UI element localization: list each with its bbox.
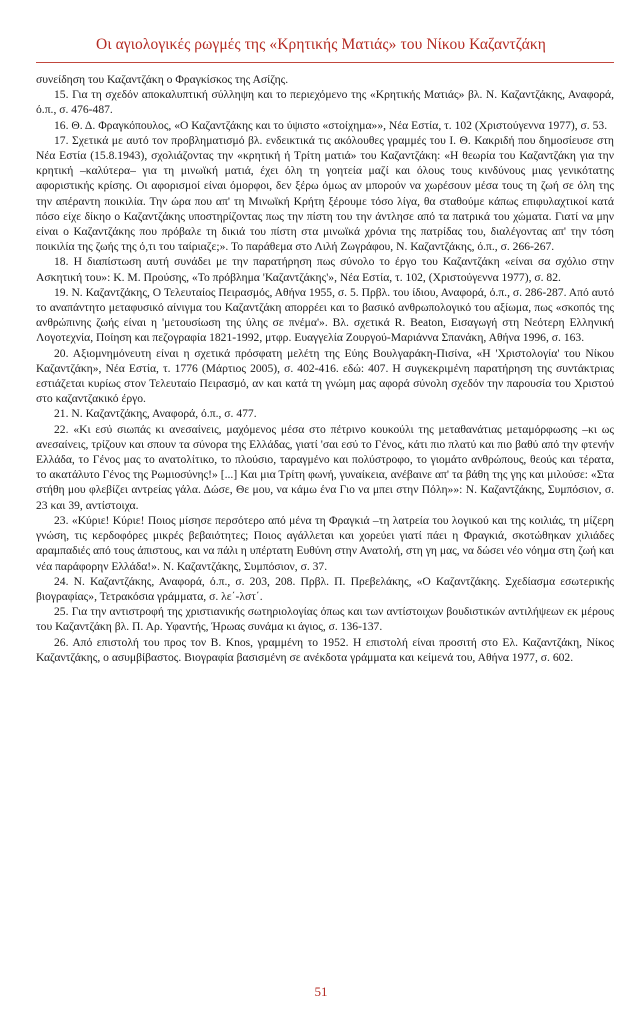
footnote-number: 15. — [54, 88, 69, 102]
footnote-text: Για τη σχεδόν αποκαλυπτική σύλληψη και το περιεχόμενο της «Κρητικής Ματιάς» βλ. Ν. Καζαντζάκης, Αναφορά, ό.π., σ. 476-487. — [36, 88, 614, 117]
footnote-22 — [36, 422, 614, 513]
footnote-text: Για την αντιστροφή της χριστιανικής σωτηριολογίας όπως και των αντίστοιχων βουδιστικών αντιλήψεων εκ μέρους του Καζαντζάκη βλ. Π. Αρ. Υφαντής, Ήρωας συνάμα κι άγιος, σ. 136-137. — [36, 605, 614, 634]
header-rule — [36, 62, 614, 63]
footnote-number: 16. — [54, 118, 69, 132]
footnote-23 — [36, 513, 614, 574]
footnotes — [36, 72, 614, 665]
footnote-17 — [36, 133, 614, 255]
footnote-number: 26. — [54, 635, 69, 649]
footnote-number: 23. — [54, 513, 69, 527]
footnote-text: «Κύριε! Κύριε! Ποιος μίσησε περσότερο από μένα τη Φραγκιά –τη λατρεία του λογικού και της κοιλιάς, τη μίζερη γνώση, τις κερδοφόρες μικρές βεβαιότητες; Ποιος αγάλλεται και χορεύει γιατί πάει η Φραγκιά, σκοτώθηκαν χιλιάδες αραμπαδιές από τους άπιστους, και να πάλι η υπέρτατη Ευθύνη στην Ανατολή, στη γη μας, να δώσει νέο νόημα στη ζωή και νέα παράφορην Ελλάδα!». Ν. Καζαντζάκης, Συμπόσιον, σ. 37. — [36, 513, 615, 573]
footnote-text: Από επιστολή του προς τον Β. Knos, γραμμένη το 1952. Η επιστολή είναι προσιτή στο Ελ. Καζαντζάκη, Νίκος Καζαντζάκης, ο ασυμβίβαστος. Βιογραφία βασισμένη σε ανέκδοτα γράμματα και κείμενά του, Αθήνα 1977, σ. 602. — [36, 635, 614, 664]
running-header: Οι αγιολογικές ρωγμές της «Κρητικής Ματιάς» του Νίκου Καζαντζάκη — [96, 36, 546, 53]
footnote-number: 24. — [54, 574, 69, 588]
footnote-15 — [36, 87, 614, 117]
footnote-text: Ν. Καζαντζάκης, Ο Τελευταίος Πειρασμός, Αθήνα 1955, σ. 5. Πρβλ. του ίδιου, Αναφορά, ό.π., σ. 286-287. Από αυτό το αναπάντητο μεταφυσικό αίνιγμα του Καζαντζάκη απορρέει και το βασικό ανθρωπολογικό του αξίωμα, πως «σκοπός της ανθρώπινης ζωής είναι η 'μετουσίωση της ύλης σε πνέμα'». Βλ. σχετικά R. Beaton, Εισαγωγή στη Νεότερη Ελληνική Λογοτεχνία, Ποίηση και πεζογραφία 1821-1992, μτφρ. Ευαγγελία Ζουργού-Μαριάννα Σπανάκη, Αθήνα 1996, σ. 163. — [36, 285, 615, 345]
footnote-20 — [36, 346, 614, 407]
footnote-number: 17. — [54, 133, 69, 147]
footnote-text: Ν. Καζαντζάκης, Αναφορά, ό.π., σ. 477. — [71, 407, 257, 421]
footnote-text: «Κι εσύ σιωπάς κι ανεσαίνεις, μαχόμενος μέσα στο πέτρινο κουκούλι της μεταθανάτιας μεταμόρφωσης –κι ως ανεσαίνεις, τρίζουν και σπουν τα σύνορα της Ελλάδας, γιατί 'σαι εσύ το Γένος, κάτι πιο πλατύ και πιο βαθύ από την φτενήν Ελλάδα, το Γένος μας το ανατολίτικο, το πλούσιο, ταραγμένο και πολύστροφο, το γιομάτο ανθρώπους, θεούς και τέρατα, το ακατάλυτο Γένος της Ρωμιοσύνης!» [...] Και μια Τρίτη φωνή, γυναίκεια, ανέβαινε απ' τα βάθη της γης και μιλούσε: «Στα στήθη μου φλεβίζει αντρείας γάλα. Δώσε, Θε μου, να κάμω ένα Γιο να μπει στην Πόλη»»: Ν. Καζαντζάκης, Συμπόσιον, σ. 23 και 39, αντίστοιχα. — [36, 422, 615, 512]
footnote-number: 22. — [54, 422, 69, 436]
footnote-text: Ν. Καζαντζάκης, Αναφορά, ό.π., σ. 203, 208. Πρβλ. Π. Πρεβελάκης, «Ο Καζαντζάκης. Σχεδίασμα εσωτερικής βιογραφίας», Τετρακόσια γράμματα, σ. λε΄-λστ΄. — [36, 574, 614, 603]
footnote-text: Η διαπίστωση αυτή συνάδει με την παρατήρηση πως σύνολο το έργο του Καζαντζάκη «είναι σα σχόλιο στην Ασκητική του»: Κ. Μ. Προύσης, «Το πρόβλημα 'Καζαντζάκης'», Νέα Εστία, τ. 102, (Χριστούγεννα 1977), σ. 82. — [36, 255, 614, 284]
footnote-continuation — [36, 72, 614, 87]
footnote-24 — [36, 574, 614, 604]
footnote-18 — [36, 254, 614, 284]
footnote-text: Σχετικά με αυτό τον προβληματισμό βλ. ενδεικτικά τις ακόλουθες γραμμές του Ι. Θ. Κακριδή που δημοσίευσε στη Νέα Εστία (15.8.1943), σχολιάζοντας την «κρητική ή Τρίτη ματιά» του Καζαντζάκη: «Η θεωρία του Καζαντζάκη για την κρητική –καλύτερα– για τη μινωϊκή ματιά, έχει όλη τη γοητεία μαζί και όλους τους κινδύνους μιας γενικότατης αφοριστικής κρίσης. Οι αφορισμοί είναι όμορφοι, δεν ξέρω όμως αν μπορούν να χωρέσουν μέσα τους τη ζωή σε όλη της την απέραντη ποικιλία. Την ώρα που απ' τη Μινωϊκή Κρήτη ξέρουμε τόσο λίγα, θα σταθούμε κάπως επιφυλαχτικοί κατά πόσο είχε δίκηο ο Καζαντζάκης υποστηρίζοντας πως την πίστη του την άντλησε από τα πατρικά του χώματα. Γιατί να μην είναι ο Καζαντζάκης που πρόβαλε τη δικιά του πίστη στα μινωϊκά χρόνια της πατρίδας του, διαλέγοντας απ' την τόση ποικιλία της ζωής της ό,τι του ταίριαζε;». Το παράθεμα στο Λιλή Ζωγράφου, Ν. Καζαντζάκης, ό.π., σ. 266-267. — [36, 133, 614, 254]
footnote-26 — [36, 635, 614, 665]
footnote-number: 20. — [54, 346, 69, 360]
footnote-number: 19. — [54, 285, 69, 299]
footnote-number: 25. — [54, 605, 69, 619]
footnote-21 — [36, 406, 614, 421]
footnote-19 — [36, 285, 614, 346]
page-number: 51 — [314, 984, 328, 999]
footnote-number: 21. — [54, 407, 69, 421]
footnote-text: Θ. Δ. Φραγκόπουλος, «Ο Καζαντζάκης και το ύψιστο «στοίχημα»», Νέα Εστία, τ. 102 (Χριστούγεννα 1977), σ. 53. — [71, 118, 608, 132]
footnote-text: συνείδηση του Καζαντζάκη ο Φραγκίσκος της Ασίζης. — [36, 73, 289, 86]
footnote-25 — [36, 604, 614, 634]
footnote-16 — [36, 118, 614, 133]
footnote-number: 18. — [54, 255, 69, 269]
footnote-text: Αξιομνημόνευτη είναι η σχετικά πρόσφατη μελέτη της Εύης Βουλγαράκη-Πισίνα, «Η 'Χριστολογία' του Νίκου Καζαντζάκη», Νέα Εστία, τ. 1776 (Μάρτιος 2005), σ. 402-416. εδώ: 407. Η συγκεκριμένη παρατήρηση της συντάκτριας εστιάζεται κυρίως στον Τελευταίο Πειρασμό, αν και κατά τη γνώμη μας αφορά σύνολη σχεδόν την παρουσία του Χριστού στο καζαντζακικό έργο. — [36, 346, 614, 406]
